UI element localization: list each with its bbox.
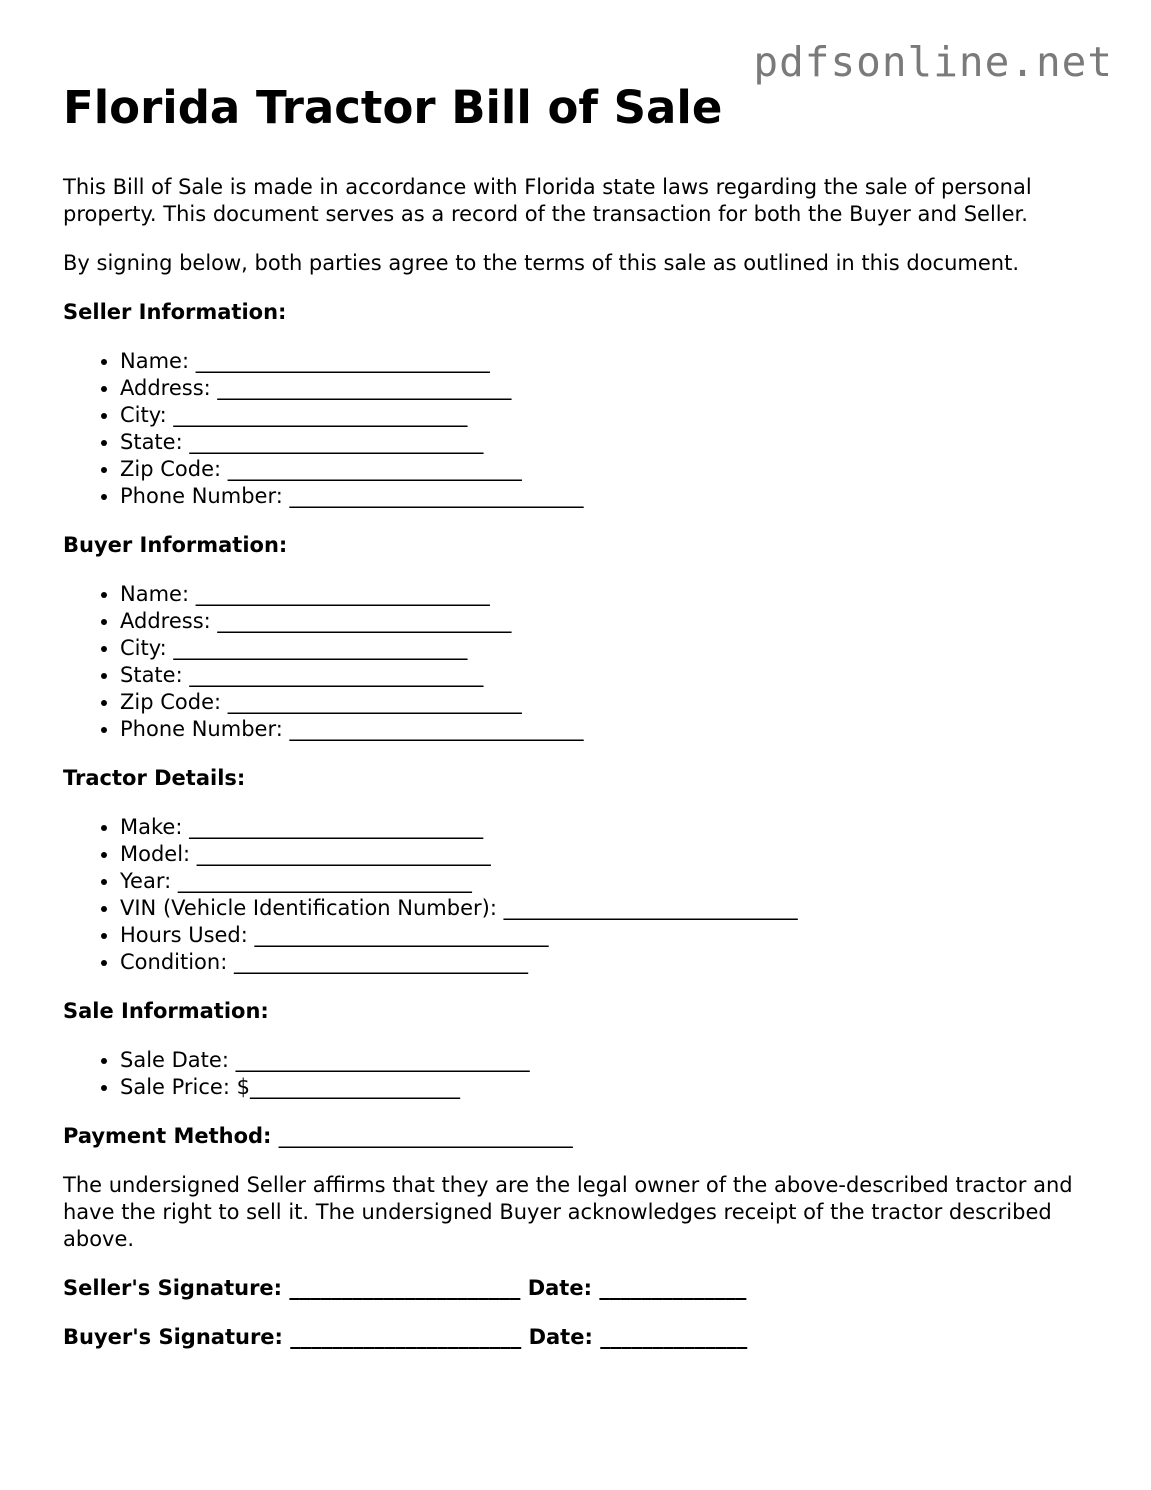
seller-info-list <box>63 348 1093 510</box>
tractor-year-field: • Year: ____________________________ <box>120 868 1093 895</box>
payment-method-blank: ____________________________ <box>278 1124 573 1148</box>
affirmation-paragraph: The undersigned Seller affirms that they are the legal owner of the above-described tractor and have the right to sell it. The undersigned Buyer acknowledges receipt of the tractor described above. <box>63 1173 1073 1251</box>
document-page <box>63 80 1093 1373</box>
sale-info-list <box>63 1047 1093 1101</box>
tractor-vin-field: • VIN (Vehicle Identification Number): ____________________________ <box>120 895 1093 922</box>
buyer-section-heading: Buyer Information: <box>63 533 288 557</box>
tractor-make-field: • Make: ____________________________ <box>120 814 1093 841</box>
sale-section-heading: Sale Information: <box>63 999 269 1023</box>
tractor-details-list <box>63 814 1093 976</box>
intro-paragraph-1: This Bill of Sale is made in accordance with Florida state laws regarding the sale of personal property. This document serves as a record of the transaction for both the Buyer and Seller. <box>63 175 1032 226</box>
buyer-city-field: • City: ____________________________ <box>120 635 1093 662</box>
buyer-signature-line <box>63 1324 1093 1351</box>
sale-date-field: • Sale Date: ____________________________ <box>120 1047 1093 1074</box>
seller-signature-blank: ______________________ <box>289 1276 521 1300</box>
seller-signature-line <box>63 1275 1093 1302</box>
tractor-model-field: • Model: ____________________________ <box>120 841 1093 868</box>
seller-signature-label: Seller's Signature: <box>63 1276 283 1300</box>
buyer-zip-field: • Zip Code: ____________________________ <box>120 689 1093 716</box>
seller-section-heading: Seller Information: <box>63 300 287 324</box>
buyer-phone-field: • Phone Number: ____________________________ <box>120 716 1093 743</box>
payment-method-line <box>63 1123 1093 1150</box>
buyer-info-list <box>63 581 1093 743</box>
document-title: Florida Tractor Bill of Sale <box>63 81 723 134</box>
tractor-condition-field: • Condition: ____________________________ <box>120 949 1093 976</box>
seller-phone-field: • Phone Number: ____________________________ <box>120 483 1093 510</box>
seller-name-field: • Name: ____________________________ <box>120 348 1093 375</box>
sale-price-field: • Sale Price: $____________________ <box>120 1074 1093 1101</box>
watermark: pdfsonline.net <box>753 38 1113 86</box>
buyer-date-blank: ______________ <box>600 1325 748 1349</box>
payment-method-label: Payment Method: <box>63 1124 272 1148</box>
tractor-hours-field: • Hours Used: ____________________________ <box>120 922 1093 949</box>
seller-date-label: Date: <box>527 1276 592 1300</box>
seller-state-field: • State: ____________________________ <box>120 429 1093 456</box>
buyer-signature-blank: ______________________ <box>290 1325 522 1349</box>
seller-zip-field: • Zip Code: ____________________________ <box>120 456 1093 483</box>
seller-address-field: • Address: ____________________________ <box>120 375 1093 402</box>
tractor-section-heading: Tractor Details: <box>63 766 246 790</box>
buyer-signature-label: Buyer's Signature: <box>63 1325 283 1349</box>
buyer-address-field: • Address: ____________________________ <box>120 608 1093 635</box>
buyer-name-field: • Name: ____________________________ <box>120 581 1093 608</box>
seller-city-field: • City: ____________________________ <box>120 402 1093 429</box>
buyer-state-field: • State: ____________________________ <box>120 662 1093 689</box>
buyer-date-label: Date: <box>528 1325 593 1349</box>
intro-paragraph-2: By signing below, both parties agree to the terms of this sale as outlined in this document. <box>63 251 1020 275</box>
seller-date-blank: ______________ <box>599 1276 747 1300</box>
